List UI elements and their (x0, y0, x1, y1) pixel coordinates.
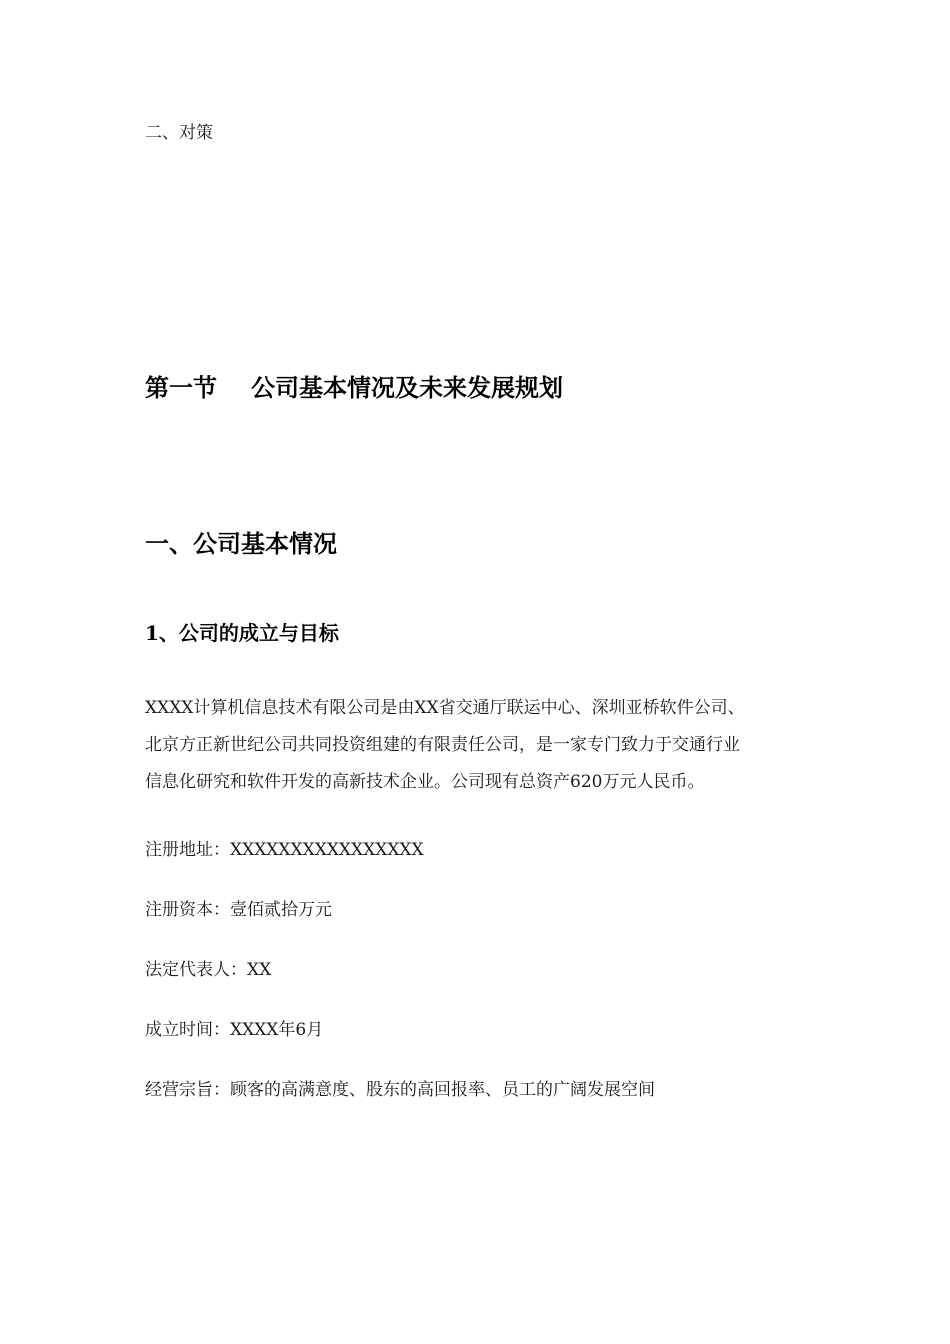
field-value: XXXXXXXXXXXXXXXX (230, 840, 424, 860)
countermeasures-heading: 二、对策 (145, 123, 213, 143)
paragraph-line: 北京方正新世纪公司共同投资组建的有限责任公司，是一家专门致力于交通行业 (145, 735, 740, 755)
section-title-text: 公司基本情况及未来发展规划 (251, 373, 563, 402)
paragraph-line: 信息化研究和软件开发的高新技术企业。公司现有总资产620万元人民币。 (145, 772, 705, 792)
field-label: 法定代表人： (145, 960, 247, 980)
field-label: 注册地址： (145, 840, 230, 860)
item-heading: 1、公司的成立与目标 (145, 621, 339, 645)
field-label: 经营宗旨： (145, 1080, 230, 1100)
field-value: XX (247, 960, 272, 980)
section-title (145, 368, 563, 403)
intro-paragraph (145, 690, 815, 801)
field-label: 成立时间： (145, 1020, 230, 1040)
field-establishment-date (145, 1015, 323, 1040)
field-label: 注册资本： (145, 900, 230, 920)
field-business-purpose (145, 1075, 655, 1100)
field-registered-address (145, 835, 424, 860)
section-number: 第一节 (145, 373, 217, 402)
chapter-heading: 一、公司基本情况 (145, 529, 337, 558)
field-legal-representative (145, 955, 271, 980)
field-value: 顾客的高满意度、股东的高回报率、员工的广阔发展空间 (230, 1080, 655, 1100)
field-value: XXXX年6月 (230, 1020, 324, 1040)
field-registered-capital (145, 895, 332, 920)
paragraph-line: XXXX计算机信息技术有限公司是由XX省交通厅联运中心、深圳亚桥软件公司、 (145, 698, 745, 718)
field-value: 壹佰贰拾万元 (230, 900, 332, 920)
